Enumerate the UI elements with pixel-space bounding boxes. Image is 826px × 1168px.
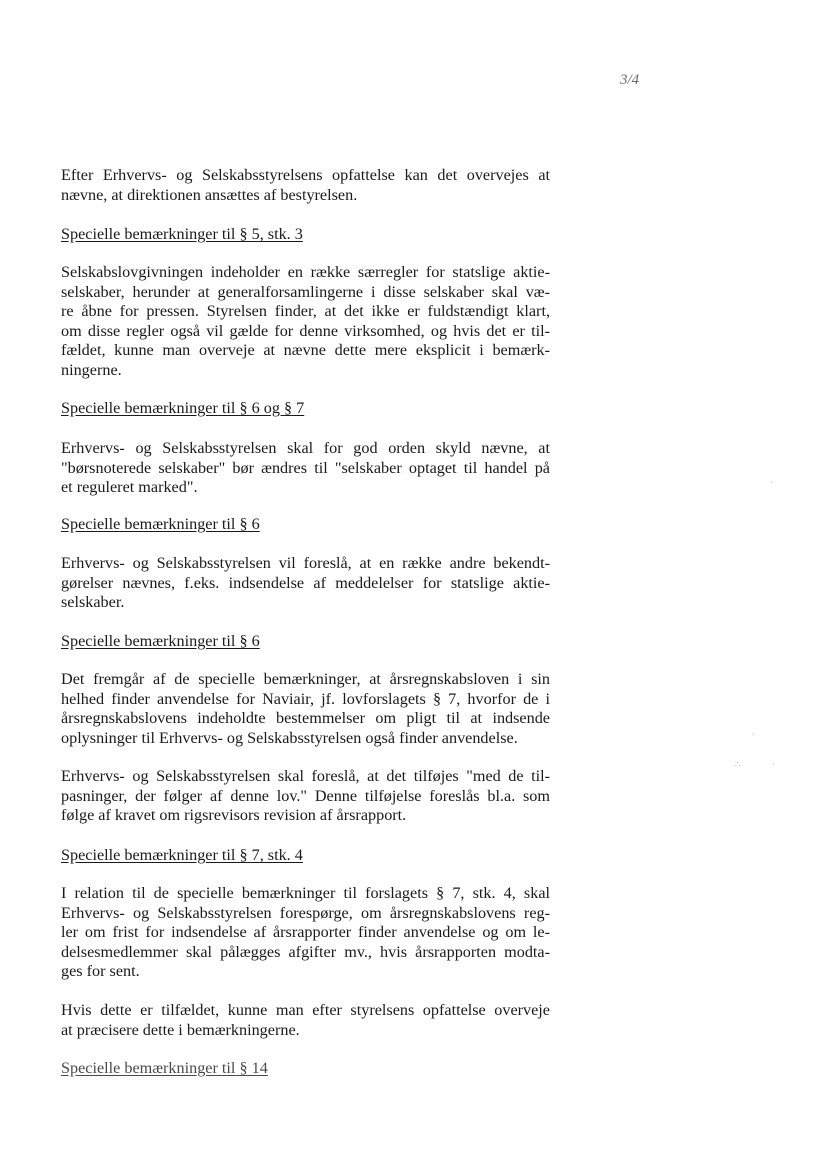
text-line: Det fremgår af de specielle bemærkninger, at årsregnskabsloven i sin (61, 670, 550, 688)
text-line: årsregnskabslovens indeholdte bestemmelser om pligt til at indsende (61, 709, 550, 728)
text-line: Selskabslovgivningen indeholder en række særregler for statslige aktie- (61, 263, 550, 281)
text-line: selskaber, herunder at generalforsamlingerne i disse selskaber skal væ- (61, 282, 550, 301)
paragraph-boersnoterede (61, 439, 550, 498)
text-line: ges for sent. (61, 962, 140, 981)
section-heading-6-og-7: Specielle bemærkninger til § 6 og § 7 (61, 399, 305, 417)
page-number: 3/4 (620, 72, 640, 88)
text-line: Efter Erhvervs- og Selskabsstyrelsens opfattelse kan det overvejes at (61, 166, 550, 184)
text-line: nævne, at direktionen ansættes af bestyrelsen. (61, 185, 358, 204)
text-line: re åbne for pressen. Styrelsen finder, at det ikke er fuldstændigt klart, (61, 302, 550, 321)
section-heading-7-stk-4: Specielle bemærkninger til § 7, stk. 4 (61, 846, 303, 864)
section-heading-5-stk-3: Specielle bemærkninger til § 5, stk. 3 (61, 225, 303, 243)
scan-speck: ∴ (735, 760, 741, 769)
text-line: gørelser nævnes, f.eks. indsendelse af meddelelser for statslige aktie- (61, 573, 550, 592)
text-line: selskaber. (61, 593, 125, 612)
section-heading-6-a: Specielle bemærkninger til § 6 (61, 515, 260, 533)
paragraph-statslige-aktieselskaber (61, 263, 550, 381)
text-line: Erhvervs- og Selskabsstyrelsen forespørge, om årsregnskabslovens reg- (61, 903, 550, 922)
scan-speck: · (752, 730, 755, 739)
paragraph-bekendtgoerelser (61, 554, 550, 613)
text-line: om disse regler også vil gælde for denne virksomhed, og hvis det er til- (61, 321, 550, 340)
text-line: oplysninger til Erhvervs- og Selskabsstyrelsen også finder anvendelse. (61, 728, 518, 747)
text-line: følge af kravet om rigsrevisors revision af årsrapport. (61, 806, 407, 825)
text-line: pasninger, der følger af denne lov." Denne tilføjelse foreslås bl.a. som (61, 786, 550, 805)
text-line: Erhvervs- og Selskabsstyrelsen skal for god orden skyld nævne, at (61, 439, 550, 457)
section-heading-6-b: Specielle bemærkninger til § 6 (61, 632, 260, 650)
text-line: Erhvervs- og Selskabsstyrelsen vil foreslå, at en række andre bekendt- (61, 554, 550, 572)
paragraph-praecisere (61, 1001, 550, 1040)
text-line: at præcisere dette i bemærkningerne. (61, 1020, 300, 1039)
text-line: Hvis dette er tilfældet, kunne man efter styrelsens opfattelse overveje (61, 1001, 550, 1019)
text-line: Erhvervs- og Selskabsstyrelsen skal foreslå, at det tilføjes "med de til- (61, 767, 550, 785)
paragraph-aarsregnskabsloven (61, 670, 550, 748)
text-line: I relation til de specielle bemærkninger til forslagets § 7, stk. 4, skal (61, 884, 550, 902)
paragraph-direktion (61, 166, 550, 205)
scan-speck: · (770, 478, 773, 487)
text-line: fældet, kunne man overveje at nævne dette mere eksplicit i bemærk- (61, 341, 550, 360)
paragraph-tilpasninger (61, 767, 550, 826)
text-line: et reguleret marked". (61, 478, 198, 497)
text-line: ningerne. (61, 360, 122, 379)
text-line: delsesmedlemmer skal pålægges afgifter mv., hvis årsrapporten modta- (61, 942, 550, 961)
text-line: ler om frist for indsendelse af årsrapporter finder anvendelse og om le- (61, 923, 550, 942)
text-line: "børsnoterede selskaber" bør ændres til "selskaber optaget til handel på (61, 458, 550, 477)
scan-speck: · (772, 760, 775, 769)
section-heading-14: Specielle bemærkninger til § 14 (61, 1059, 268, 1077)
paragraph-frist-for-indsendelse (61, 884, 550, 982)
text-line: helhed finder anvendelse for Naviair, jf. lovforslagets § 7, hvorfor de i (61, 689, 550, 708)
